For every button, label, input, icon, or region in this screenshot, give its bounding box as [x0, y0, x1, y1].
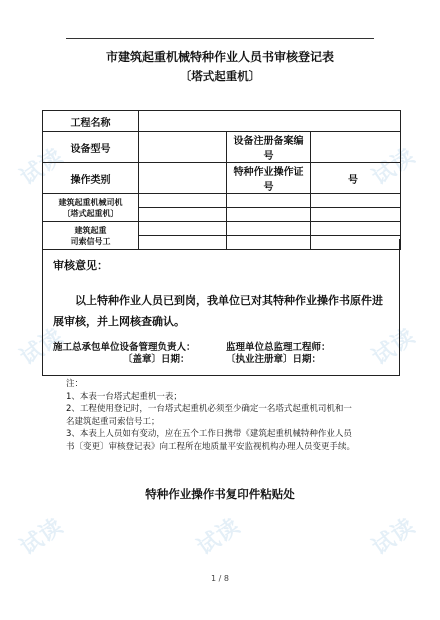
- note-item: 书〔变更〕审核登记表》向工程所在地质量平安监视机构办理人员变更手续。: [66, 441, 356, 452]
- note-item: 3、本表上人员如有变动，应在五个工作日携带《建筑起重机械特种作业人员: [66, 429, 352, 439]
- crane-driver-label: 建筑起重机械司机 〔塔式起重机〕: [43, 194, 139, 222]
- table-row: [43, 194, 401, 208]
- signal-worker-extra-cell[interactable]: [311, 222, 401, 236]
- supervisor-sign-label: 监理单位总监理工程师：: [226, 342, 331, 353]
- equipment-reg-label: 设备注册备案编号: [227, 132, 311, 163]
- note-item: 1、本表一台塔式起重机一表；: [66, 391, 182, 402]
- review-section: [42, 239, 400, 376]
- watermark: 试读: [15, 512, 69, 561]
- equipment-model-label: 设备型号: [43, 132, 139, 163]
- review-title: 审核意见：: [53, 259, 108, 272]
- notes-heading: 注：: [66, 379, 84, 389]
- supervisor-seal-label: 〔执业注册章〕日期：: [226, 354, 322, 365]
- special-cert-label: 特种作业操作证号: [227, 163, 311, 194]
- equipment-reg-cell[interactable]: [311, 132, 401, 163]
- crane-driver-cert-cell[interactable]: [227, 194, 311, 208]
- equipment-model-cell[interactable]: [139, 132, 227, 163]
- watermark: 试读: [192, 512, 246, 561]
- notes-section: [66, 378, 386, 453]
- cert-number-unit: 号: [311, 163, 401, 194]
- contractor-sign-label: 施工总承包单位设备管理负责人：: [53, 342, 196, 353]
- table-row: [43, 132, 401, 163]
- crane-driver-extra-cell-2[interactable]: [311, 208, 401, 222]
- project-name-label: 工程名称: [43, 111, 139, 132]
- operation-category-cell[interactable]: [139, 163, 227, 194]
- project-name-cell[interactable]: [139, 111, 401, 132]
- crane-driver-name-cell-2[interactable]: [139, 208, 227, 222]
- paste-area-title: 特种作业操作书复印件粘贴处: [145, 487, 295, 501]
- table-row: [43, 111, 401, 132]
- operation-category-label: 操作类别: [43, 163, 139, 194]
- watermark: 试读: [15, 322, 69, 371]
- crane-driver-extra-cell[interactable]: [311, 194, 401, 208]
- watermark: 试读: [367, 322, 421, 371]
- header-rule: [66, 38, 374, 39]
- watermark: 试读: [15, 142, 69, 191]
- table-row: [43, 163, 401, 194]
- watermark: 试读: [367, 512, 421, 561]
- crane-driver-name-cell[interactable]: [139, 194, 227, 208]
- document-title: 市建筑起重机械特种作业人员书审核登记表: [105, 50, 334, 64]
- page-number: 1 / 8: [211, 574, 229, 583]
- contractor-seal-label: 〔盖章〕日期：: [123, 354, 190, 365]
- signal-worker-cert-cell[interactable]: [227, 222, 311, 236]
- note-item: 名建筑起重司索信号工；: [66, 416, 160, 427]
- note-item: 2、工程使用登记时，一台塔式起重机必须至少确定一名塔式起重机司机和一: [66, 404, 352, 414]
- crane-driver-cert-cell-2[interactable]: [227, 208, 311, 222]
- watermark: 试读: [367, 142, 421, 191]
- document-subtitle: 〔塔式起重机〕: [179, 69, 261, 83]
- signal-worker-label: 建筑起重 司索信号工: [43, 222, 139, 250]
- review-text: 以上特种作业人员已到岗，我单位已对其特种作业操作书原件进展审核，并上网核查确认。: [53, 294, 383, 328]
- table-row: [43, 222, 401, 236]
- registration-table: [42, 110, 401, 250]
- signal-worker-name-cell[interactable]: [139, 222, 227, 236]
